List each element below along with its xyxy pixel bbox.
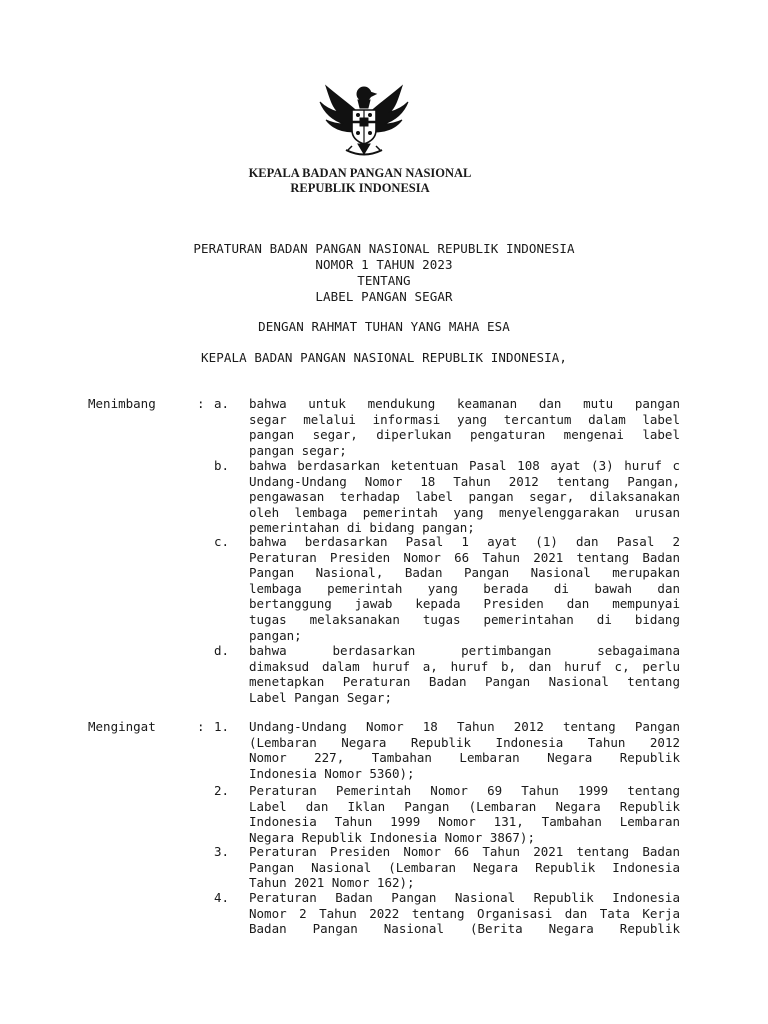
item-marker: 1. (214, 719, 230, 734)
text-line: Tahun 2021 Nomor 162); (249, 875, 415, 891)
item-marker: d. (214, 643, 230, 658)
item-text (249, 534, 680, 643)
mengingat-label: Mengingat (88, 719, 156, 734)
text-line: oleh lembaga pemerintah yang menyelenggarakan urusan (249, 504, 680, 520)
text-line: pangan; (249, 627, 302, 643)
item-marker: 2. (214, 783, 230, 798)
header-line-1: KEPALA BADAN PANGAN NASIONAL (248, 166, 472, 180)
item-marker: 4. (214, 890, 230, 905)
item-marker: b. (214, 458, 230, 473)
preamble-line-1: DENGAN RAHMAT TUHAN YANG MAHA ESA (258, 319, 510, 334)
text-line: pangan segar, diperlukan pengaturan mengenai label (249, 427, 680, 443)
text-line: segar melalui informasi yang tercantum dalam label (249, 411, 680, 427)
mengingat-colon: : (197, 719, 205, 734)
item-marker: a. (214, 396, 230, 411)
text-line: Badan Pangan Nasional (Berita Negara Republik (249, 921, 680, 937)
item-text (249, 783, 680, 845)
text-line: Undang-Undang Nomor 18 Tahun 2012 tentang Pangan (249, 719, 680, 734)
text-line: (Lembaran Negara Republik Indonesia Tahun 2012 (249, 734, 680, 750)
item-text (249, 890, 680, 937)
text-line: pemerintahan di bidang pangan; (249, 520, 475, 536)
text-line: pengawasan terhadap label pangan segar, dilaksanakan (249, 489, 680, 505)
header-line-2: REPUBLIK INDONESIA (290, 181, 430, 195)
text-line: Undang-Undang Nomor 18 Tahun 2012 tentang Pangan, (249, 473, 680, 489)
text-line: pangan segar; (249, 442, 347, 458)
text-line: Peraturan Presiden Nomor 66 Tahun 2021 tentang Badan (249, 844, 680, 859)
text-line: bahwa untuk mendukung keamanan dan mutu pangan (249, 396, 680, 411)
item-text (249, 458, 680, 536)
menimbang-colon: : (197, 396, 205, 411)
text-line: menetapkan Peraturan Badan Pangan Nasional tentang (249, 674, 680, 690)
text-line: Pangan Nasional (Lembaran Negara Republik Indonesia (249, 859, 680, 875)
item-marker: 3. (214, 844, 230, 859)
preamble-line-2: KEPALA BADAN PANGAN NASIONAL REPUBLIK INDONESIA, (200, 350, 568, 365)
text-line: Nomor 227, Tambahan Lembaran Negara Republik (249, 750, 680, 766)
text-line: Negara Republik Indonesia Nomor 3867); (249, 829, 535, 845)
text-line: Pangan Nasional, Badan Pangan Nasional merupakan (249, 565, 680, 581)
text-line: Peraturan Pemerintah Nomor 69 Tahun 1999 tentang (249, 783, 680, 798)
regulation-subject: LABEL PANGAN SEGAR (315, 289, 453, 304)
text-line: Peraturan Presiden Nomor 66 Tahun 2021 tentang Badan (249, 549, 680, 565)
text-line: Nomor 2 Tahun 2022 tentang Organisasi dan Tata Kerja (249, 905, 680, 921)
text-line: bertanggung jawab kepada Presiden dan mempunyai (249, 596, 680, 612)
text-line: dimaksud dalam huruf a, huruf b, dan huruf c, perlu (249, 658, 680, 674)
regulation-tentang: TENTANG (357, 273, 411, 288)
text-line: bahwa berdasarkan Pasal 1 ayat (1) dan Pasal 2 (249, 534, 680, 549)
item-marker: c. (214, 534, 230, 549)
regulation-number: NOMOR 1 TAHUN 2023 (315, 257, 453, 272)
item-text (249, 643, 680, 705)
text-line: Label dan Iklan Pangan (Lembaran Negara Republik (249, 798, 680, 814)
regulation-title: PERATURAN BADAN PANGAN NASIONAL REPUBLIK INDONESIA (193, 241, 575, 256)
menimbang-label: Menimbang (88, 396, 156, 411)
item-text (249, 719, 680, 781)
text-line: Label Pangan Segar; (249, 689, 392, 705)
text-line: bahwa berdasarkan pertimbangan sebagaimana (249, 643, 680, 658)
text-line: Peraturan Badan Pangan Nasional Republik Indonesia (249, 890, 680, 905)
text-line: bahwa berdasarkan ketentuan Pasal 108 ayat (3) huruf c (249, 458, 680, 473)
garuda-emblem (318, 76, 410, 160)
text-line: Indonesia Nomor 5360); (249, 765, 415, 781)
text-line: tugas melaksanakan tugas pemerintahan di bidang (249, 611, 680, 627)
text-line: lembaga pemerintah yang berada di bawah dan (249, 580, 680, 596)
text-line: Indonesia Tahun 1999 Nomor 131, Tambahan Lembaran (249, 814, 680, 830)
institution-header (230, 166, 490, 196)
item-text (249, 396, 680, 458)
item-text (249, 844, 680, 891)
